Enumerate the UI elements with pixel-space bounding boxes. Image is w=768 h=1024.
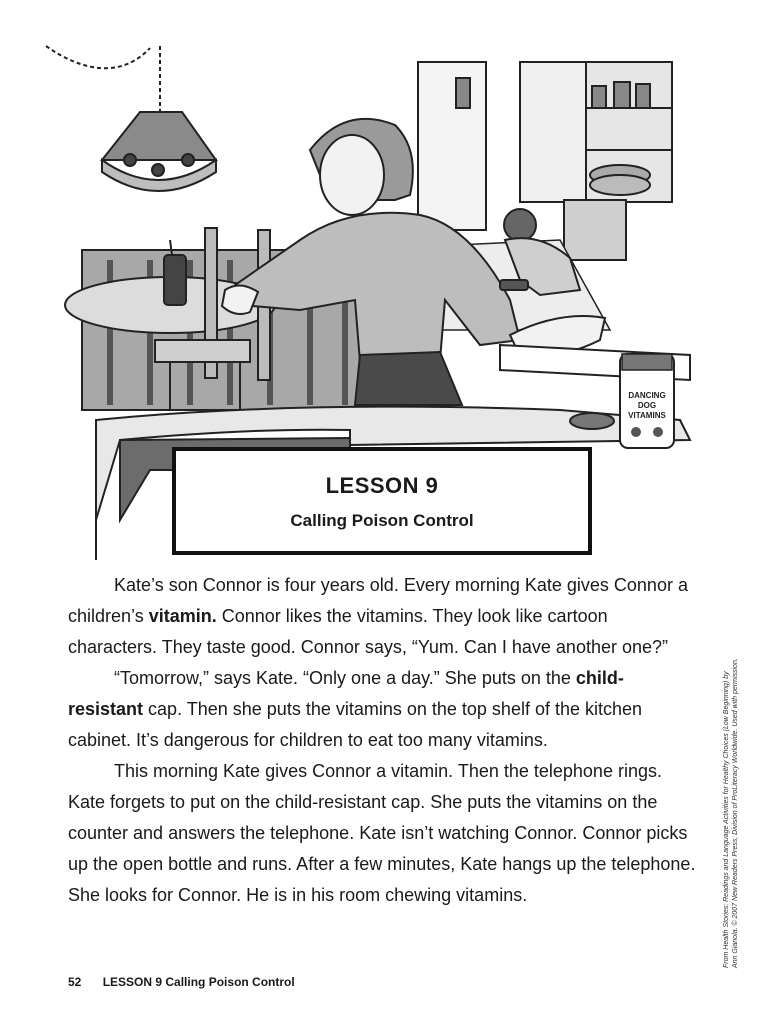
credit-line: From Health Stories: Readings and Language Activities for Healthy Choices (Low Beginning) by Ann Gianola. © 2007 New Readers Press, Division of ProLiteracy Worldwide. Used with permission. — [723, 658, 739, 968]
lesson-title: LESSON 9 — [325, 473, 439, 498]
running-head: LESSON 9 Calling Poison Control — [102, 975, 295, 989]
lesson-title-box — [172, 447, 592, 555]
story-text — [68, 570, 696, 911]
jar-label-line2: DOG — [637, 401, 657, 410]
hanging-lamp — [46, 46, 216, 191]
page-number: 52 — [68, 975, 82, 989]
jar-label-line3: VITAMINS — [628, 411, 666, 420]
page-footer — [68, 975, 295, 989]
jar-label-line1: DANCING — [628, 391, 666, 400]
story-paragraph-2: “Tomorrow,” says Kate. “Only one a day.” She puts on the child-resistant cap. Then she puts the vitamins on the top shelf of the kitchen cabinet. It’s dangerous for children to eat too many vitamins. — [68, 668, 643, 750]
lesson-subtitle: Calling Poison Control — [290, 511, 474, 530]
vocab-vitamin: vitamin. — [148, 606, 217, 626]
vitamin-jar — [620, 354, 674, 448]
vocab-child-resistant: child-resistant — [68, 668, 624, 719]
story-paragraph-3: This morning Kate gives Connor a vitamin. Then the telephone rings. Kate forgets to put on the child-resistant cap. She puts the vitamins on the counter and answers the telephone. Kate isn’t watching Connor. Connor picks up the open bottle and runs. After a few minutes, Kate hangs up the telephone. She looks for Connor. He is in his room chewing vitamins. — [68, 761, 696, 905]
story-paragraph-1: Kate’s son Connor is four years old. Every morning Kate gives Connor a children’s vitamin. Connor likes the vitamins. They look like cartoon characters. They taste good. Connor says, “Yum. Can I have another one?” — [68, 575, 688, 657]
